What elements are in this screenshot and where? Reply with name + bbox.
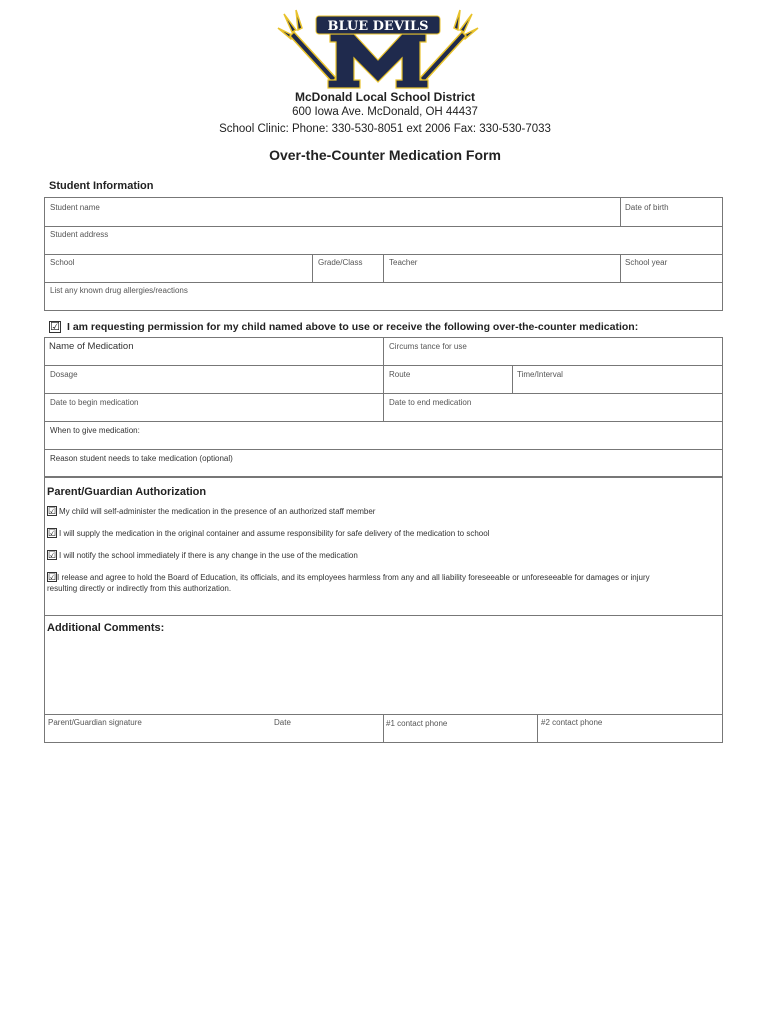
auth-checkbox-2[interactable]: ☑ — [48, 528, 57, 538]
comments-input[interactable] — [46, 638, 721, 712]
reason-field[interactable]: Reason student needs to take medication (optional) — [50, 454, 233, 463]
auth-item-1: My child will self-administer the medication in the presence of an authorized staff member — [59, 507, 376, 516]
begin-date-field[interactable]: Date to begin medication — [50, 398, 139, 407]
student-address-field[interactable]: Student address — [50, 230, 109, 239]
route-field[interactable]: Route — [389, 370, 411, 379]
clinic-contact: School Clinic: Phone: 330-530-8051 ext 2006 Fax: 330-530-7033 — [219, 123, 551, 135]
contact-phone-1-field[interactable]: #1 contact phone — [386, 719, 448, 728]
m-letter-icon — [328, 34, 428, 88]
request-checkbox[interactable]: ☑ — [50, 321, 60, 333]
auth-item-3: I will notify the school immediately if there is any change in the use of the medication — [59, 551, 358, 560]
student-info-heading: Student Information — [49, 180, 154, 192]
signature-date-field[interactable]: Date — [274, 718, 291, 727]
circumstance-field[interactable]: Circums tance for use — [389, 342, 467, 351]
auth-checkbox-3[interactable]: ☑ — [48, 550, 57, 560]
auth-item-4: I release and agree to hold the Board of Education, its officials, and its employees harmless from any and all liability foreseeable or unforeseeable for damages or injury — [57, 573, 650, 582]
medication-name-field[interactable]: Name of Medication — [49, 341, 134, 352]
teacher-field[interactable]: Teacher — [389, 258, 418, 267]
blue-devils-logo — [276, 8, 480, 92]
auth-checkbox-1[interactable]: ☑ — [48, 506, 57, 516]
school-district-name: McDonald Local School District — [294, 90, 476, 104]
end-date-field[interactable]: Date to end medication — [389, 398, 472, 407]
dob-field[interactable]: Date of birth — [625, 203, 669, 212]
school-address: 600 Iowa Ave. McDonald, OH 44437 — [292, 106, 478, 118]
school-field[interactable]: School — [50, 258, 75, 267]
school-year-field[interactable]: School year — [625, 258, 668, 267]
student-name-field[interactable]: Student name — [50, 203, 100, 212]
dosage-field[interactable]: Dosage — [50, 370, 78, 379]
when-to-give-field[interactable]: When to give medication: — [50, 426, 140, 435]
auth-item-2: I will supply the medication in the original container and assume responsibility for safe delivery of the medication to school — [59, 529, 490, 538]
time-interval-field[interactable]: Time/Interval — [517, 370, 563, 379]
authorization-heading: Parent/Guardian Authorization — [47, 486, 207, 498]
auth-checkbox-4[interactable]: ☑ — [48, 572, 57, 582]
contact-phone-2-field[interactable]: #2 contact phone — [541, 718, 603, 727]
comments-heading: Additional Comments: — [47, 622, 165, 634]
grade-class-field[interactable]: Grade/Class — [318, 258, 363, 267]
guardian-signature-field[interactable]: Parent/Guardian signature — [48, 718, 142, 727]
allergies-field[interactable]: List any known drug allergies/reactions — [50, 286, 188, 295]
auth-item-4-continued: resulting directly or indirectly from this authorization. — [47, 584, 232, 593]
form-title: Over-the-Counter Medication Form — [269, 147, 501, 163]
logo-text: BLUE DEVILS — [327, 19, 429, 34]
request-statement: I am requesting permission for my child named above to use or receive the following over-the-counter medication: — [67, 321, 639, 333]
